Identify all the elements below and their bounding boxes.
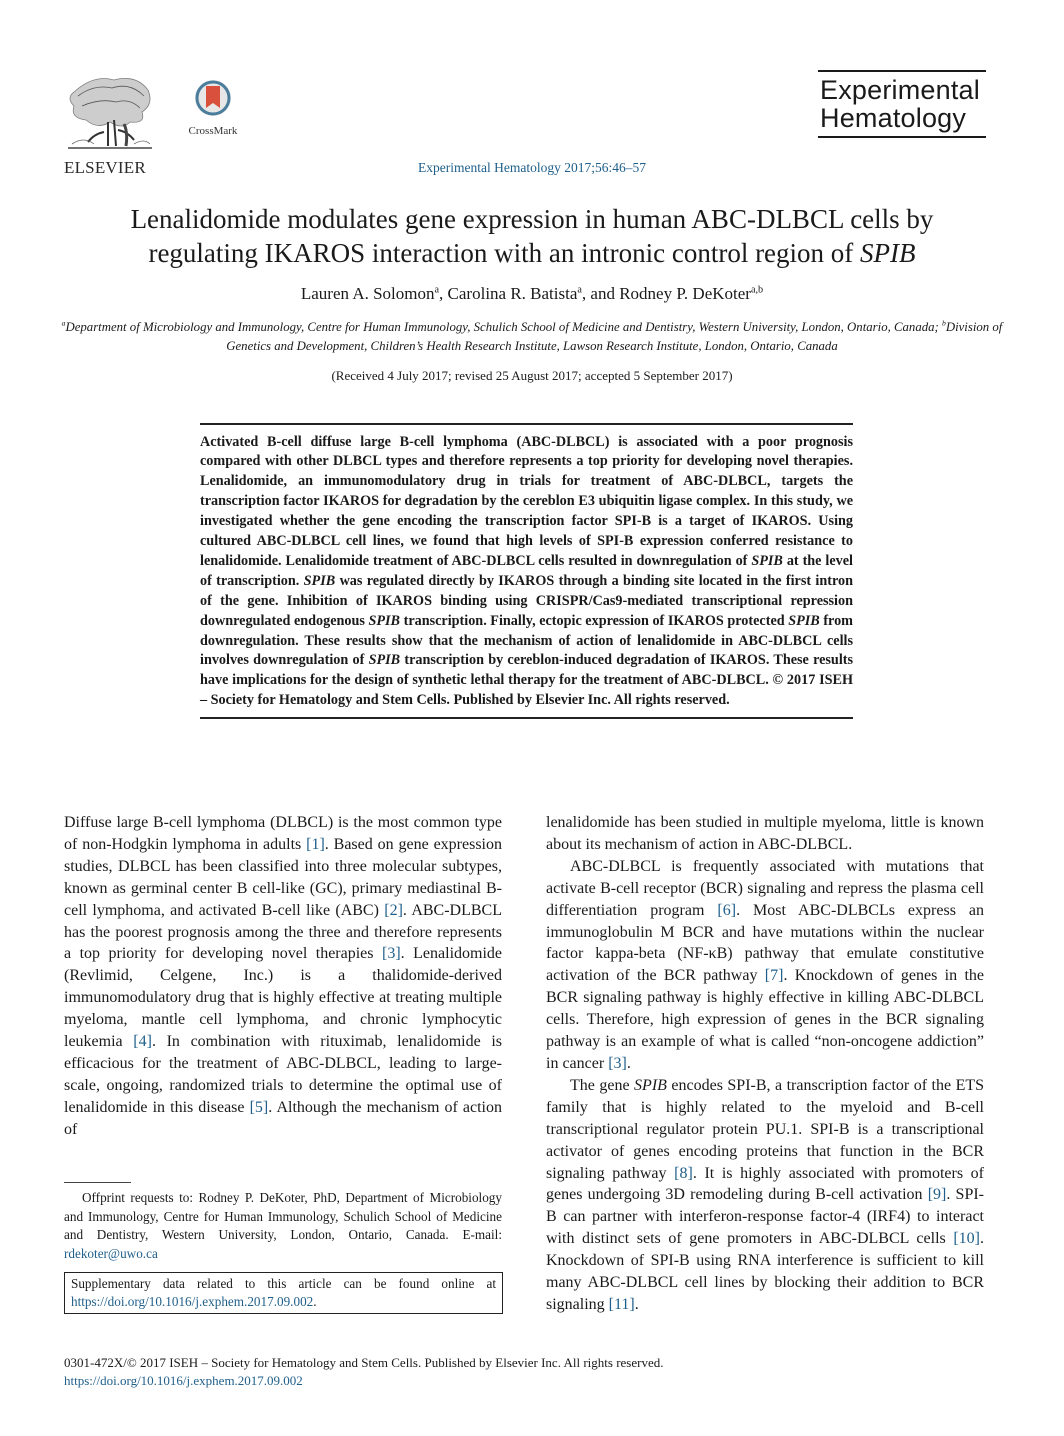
text-run: . — [634, 1295, 639, 1313]
text-run: . In combination with rituximab, lenalidomide is efficacious for the treatment of ABC-DLBCL, leading to large-scale, ongoing, randomized trials to determine the optimal use of lenalidomide in this disease — [64, 1033, 503, 1116]
title-line-2-text: regulating IKAROS interaction with an intronic control region of — [148, 238, 861, 268]
body-paragraph — [546, 812, 984, 856]
citation-link[interactable]: [1] — [306, 835, 325, 853]
text-run: transcription. Finally, ectopic expression of IKAROS protected — [400, 612, 789, 629]
title-line-2 — [60, 236, 1004, 270]
journal-citation-link[interactable]: Experimental Hematology 2017;56:46–57 — [418, 160, 646, 175]
author-name: Rodney P. DeKoter — [619, 284, 751, 303]
author-name: Carolina R. Batista — [447, 284, 578, 303]
citation-link[interactable]: [7] — [764, 967, 784, 985]
footnote-rule — [64, 1182, 131, 1183]
gene-name: SPIB — [751, 552, 783, 569]
affiliations — [60, 318, 1004, 356]
citation-link[interactable]: [10] — [953, 1230, 980, 1248]
footnote — [64, 1189, 502, 1263]
text-run: . Lenalidomide (Revlimid, Celgene, Inc.) is a thalidomide-derived immunomodulatory drug that is highly effective at treating multiple myeloma, mantle cell lymphoma, and chronic lymphocytic leukemia — [64, 945, 503, 1051]
body-column-left — [64, 812, 502, 1141]
journal-name-line2: Hematology — [820, 103, 967, 133]
text-run: was regulated directly by IKAROS through a binding site located in the first intron of the gene. Inhibition of IKAROS binding using CRISPR/Cas9-mediated transcriptional repression downregulated endogenous — [200, 572, 853, 629]
text-run: at the level of transcription. — [200, 552, 853, 589]
affiliation-mark-b: b — [941, 318, 946, 328]
author-separator: , and — [581, 284, 620, 303]
citation-link[interactable]: [9] — [927, 1186, 947, 1204]
citation-link[interactable]: [5] — [249, 1098, 269, 1116]
brand-rule-bottom — [818, 136, 986, 138]
supplementary-text: Supplementary data related to this article can be found online at — [71, 1276, 496, 1291]
gene-name: SPIB — [368, 652, 401, 669]
supplementary-link[interactable]: https://doi.org/10.1016/j.exphem.2017.09.002 — [71, 1294, 314, 1309]
citation-link[interactable]: [2] — [384, 901, 403, 919]
text-run: . — [626, 1054, 631, 1072]
text-run: Diffuse large B-cell lymphoma (DLBCL) is the most common type of non-Hodgkin lymphoma in adults — [64, 814, 502, 853]
citation-link[interactable]: [8] — [674, 1164, 693, 1182]
offprint-text: Offprint requests to: Rodney P. DeKoter, PhD, Department of Microbiology and Immunology, Centre for Human Immunology, Schulich School of Medicine and Dentistry, Western University, London, Ontario, Canada. — [64, 1190, 502, 1242]
body-column-right — [546, 812, 984, 1316]
gene-name: SPIB — [634, 1076, 667, 1094]
abstract-rule-bottom — [200, 717, 853, 719]
text-run: . SPI-B can partner with interferon-response factor-4 (IRF4) to interact with distinct sets of gene promoters in ABC-DLBCL cells — [546, 1186, 984, 1248]
text-run: Activated B-cell diffuse large B-cell lymphoma (ABC-DLBCL) is associated with a poor prognosis compared with other DLBCL types and therefore represents a top priority for developing novel therapies. Lenalidomide, an immunomodulatory drug in trials for treatment of ABC-DLBCL, targets the transcription factor IKAROS for degradation by the cereblon E3 ubiquitin ligase complex. In this study, we investigated whether the gene encoding the transcription factor SPI-B is a target of IKAROS. Using cultured ABC-DLBCL cell lines, we found that high levels of SPI-B expression conferred resistance to lenalidomide. Lenalidomide treatment of ABC-DLBCL cells resulted in downregulation of — [200, 433, 853, 569]
text-run: ABC-DLBCL is frequently associated with mutations that activate B-cell receptor (BCR) signaling and repress the plasma cell differentiation program — [546, 857, 984, 919]
supplementary-data-box — [64, 1272, 503, 1314]
text-run: . ABC-DLBCL has the poorest prognosis among the three and therefore represents a top priority for developing novel therapies — [64, 901, 502, 963]
gene-name: SPIB — [303, 572, 336, 589]
text-run: . Knockdown of genes in the BCR signaling pathway is highly effective in killing ABC-DLBCL cells. Therefore, high expression of genes in the BCR signaling pathway is an example of what is called “non-oncogene addiction” in cancer — [546, 967, 984, 1072]
author-separator: , — [439, 284, 448, 303]
crossmark-button[interactable] — [180, 78, 246, 142]
author-affiliation-mark: a — [434, 284, 440, 296]
citation-link[interactable]: [3] — [382, 945, 401, 963]
text-run: lenalidomide has been studied in multiple myeloma, little is known about its mechanism of action in ABC-DLBCL. — [546, 814, 984, 853]
elsevier-tree-icon — [64, 72, 156, 154]
text-run: transcription by cereblon-induced degradation of IKAROS. These results have implications for the design of synthetic lethal therapy for the treatment of ABC-DLBCL. © 2017 ISEH – Society for Hematology and Stem Cells. Published by Elsevier Inc. All rights reserved. — [200, 652, 854, 709]
journal-name — [818, 72, 986, 136]
author-list — [0, 284, 1064, 304]
text-run: . Although the mechanism of action of — [64, 1098, 503, 1138]
gene-name: SPIB — [368, 612, 401, 629]
body-paragraph — [64, 812, 502, 1141]
crossmark-label: CrossMark — [188, 125, 238, 137]
text-run: . Based on gene expression studies, DLBCL has been classified into three molecular subtypes, known as germinal center B cell-like (GC), primary mediastinal B-cell lymphoma, and activated B-cell like (ABC) — [64, 835, 503, 919]
author-affiliation-mark: a,b — [750, 284, 764, 296]
email-link[interactable]: rdekoter@uwo.ca — [64, 1245, 158, 1261]
text-run: . Most ABC-DLBCLs express an immunoglobulin M BCR and have mutations within the nuclear factor kappa-beta (NF-κB) pathway that emulate constitutive activation of the BCR pathway — [546, 901, 984, 985]
copyright-line: 0301-472X/© 2017 ISEH – Society for Hematology and Stem Cells. Published by Elsevier Inc. All rights reserved. — [64, 1355, 664, 1370]
citation-link[interactable]: [6] — [717, 901, 737, 919]
affiliation-b: Division of Genetics and Development, Children’s Health Research Institute, Lawson Research Institute, London, Ontario, Canada — [226, 320, 1003, 353]
text-run: The gene — [570, 1076, 635, 1094]
abstract — [200, 423, 853, 719]
affiliation-mark-a: a — [61, 318, 66, 328]
doi-link[interactable]: https://doi.org/10.1016/j.exphem.2017.09.002 — [64, 1373, 303, 1388]
title-line-1: Lenalidomide modulates gene expression in human ABC-DLBCL cells by — [130, 204, 934, 234]
citation-link[interactable]: [3] — [608, 1054, 627, 1072]
elsevier-wordmark: ELSEVIER — [64, 158, 146, 177]
text-run: . It is highly associated with promoters of genes undergoing 3D remodeling during B-cell activation — [546, 1164, 985, 1204]
bottom-meta — [64, 1354, 864, 1390]
crossmark-icon — [193, 78, 233, 118]
affiliation-a: Department of Microbiology and Immunology, Centre for Human Immunology, Schulich School of Medicine and Dentistry, Western University, London, Ontario, Canada; — [65, 320, 942, 334]
supplementary-end: . — [313, 1294, 317, 1309]
received-dates: (Received 4 July 2017; revised 25 August 2017; accepted 5 September 2017) — [331, 368, 733, 383]
paper-title — [60, 202, 1004, 270]
text-run: from downregulation. These results show that the mechanism of action of lenalidomide in ABC-DLBCL cells involves downregulation of — [200, 612, 853, 669]
journal-brand — [818, 70, 986, 138]
offprint-note — [64, 1189, 502, 1263]
abstract-text — [200, 425, 853, 718]
email-label: E-mail: — [462, 1227, 503, 1242]
author-name: Lauren A. Solomon — [300, 284, 435, 303]
title-gene-name: SPIB — [860, 238, 916, 268]
gene-name: SPIB — [788, 612, 820, 629]
citation-link[interactable]: [11] — [608, 1295, 635, 1313]
citation-link[interactable]: [4] — [133, 1033, 152, 1051]
author-affiliation-mark: a — [577, 284, 582, 296]
text-run: encodes SPI-B, a transcription factor of the ETS family that is highly related to the myeloid and B-cell transcriptional regulator protein PU.1. SPI-B is a transcriptional activator of genes encoding proteins that function in the BCR signaling pathway — [546, 1076, 985, 1182]
journal-name-line1: Experimental — [820, 75, 980, 105]
text-run: . Knockdown of SPI-B using RNA interference is sufficient to kill many ABC-DLBCL cell lines by blocking their addition to BCR signaling — [546, 1230, 984, 1313]
body-paragraph — [546, 1075, 984, 1316]
body-paragraph — [546, 856, 984, 1075]
